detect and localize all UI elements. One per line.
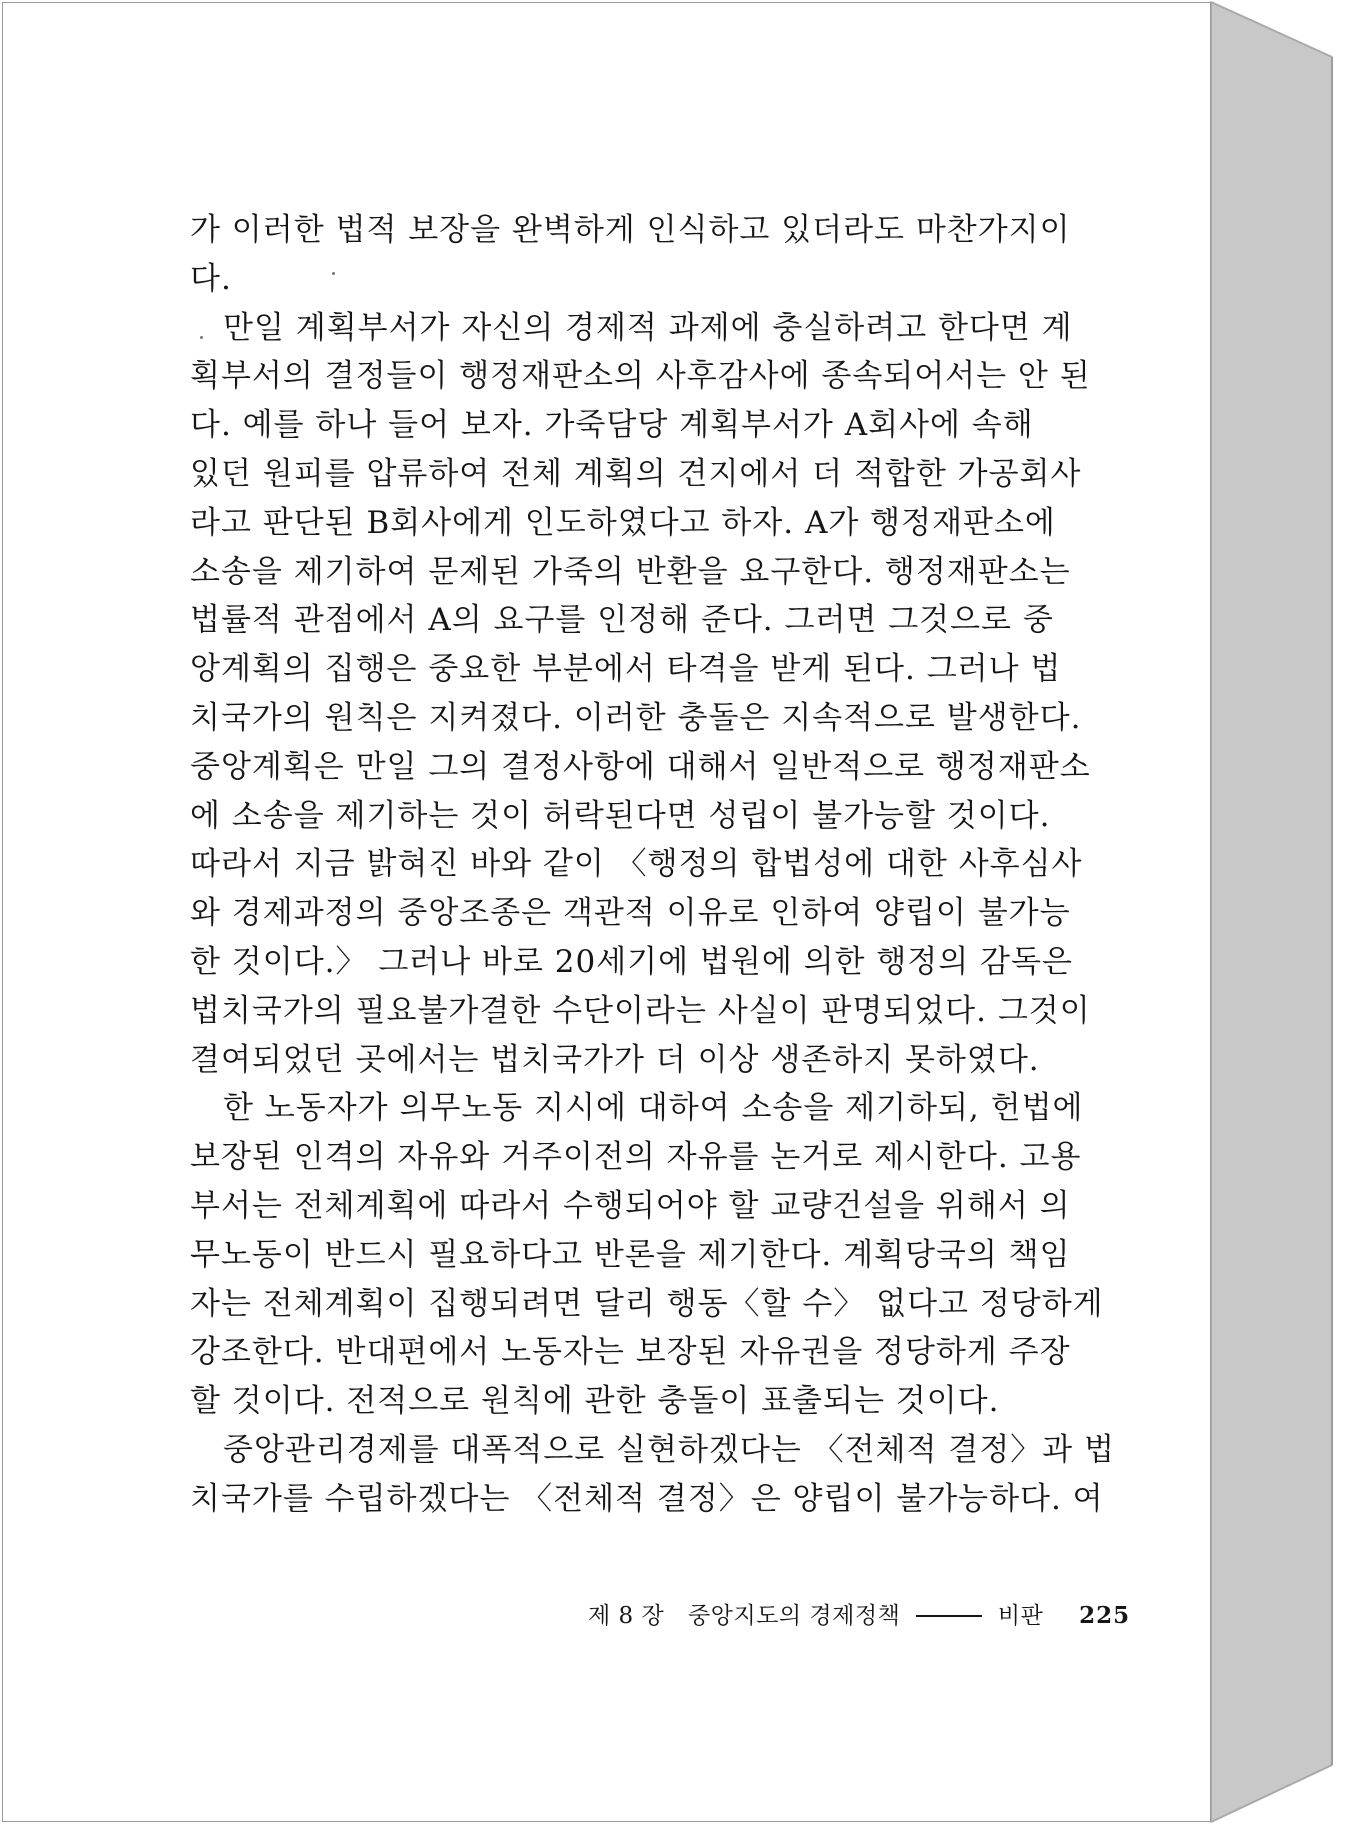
text-line: 법치국가의 필요불가결한 수단이라는 사실이 판명되었다. 그것이 bbox=[190, 992, 1091, 1029]
text-line: 중앙계획은 만일 그의 결정사항에 대해서 일반적으로 행정재판소 bbox=[190, 748, 1091, 785]
text-line: 획부서의 결정들이 행정재판소의 사후감사에 종속되어서는 안 된 bbox=[190, 358, 1091, 395]
text-line: 중앙관리경제를 대폭적으로 실현하겠다는 〈전체적 결정〉과 법 bbox=[223, 1431, 1115, 1468]
text-line: 가 이러한 법적 보장을 완벽하게 인식하고 있더라도 마찬가지이 bbox=[190, 212, 1071, 248]
text-line: 할 것이다. 전적으로 원칙에 관한 충돌이 표출되는 것이다. bbox=[190, 1383, 1000, 1420]
text-line: 부서는 전체계획에 따라서 수행되어야 할 교량건설을 위해서 의 bbox=[190, 1187, 1071, 1224]
text-line: 만일 계획부서가 자신의 경제적 과제에 충실하려고 한다면 계 bbox=[223, 309, 1073, 346]
text-line: 라고 판단된 B회사에게 인도하였다고 하자. A가 행정재판소에 bbox=[190, 504, 1056, 541]
text-line: 와 경제과정의 중앙조종은 객관적 이유로 인하여 양립이 불가능 bbox=[190, 895, 1071, 932]
text-line: 다. bbox=[190, 260, 232, 297]
text-line: 다. 예를 하나 들어 보자. 가죽담당 계획부서가 A회사에 속해 bbox=[190, 407, 1034, 444]
running-footer bbox=[588, 1596, 1131, 1636]
text-line: 치국가의 원칙은 지켜졌다. 이러한 충돌은 지속적으로 발생한다. bbox=[190, 699, 1082, 736]
body-text bbox=[190, 206, 1115, 1524]
text-line: 에 소송을 제기하는 것이 허락된다면 성립이 불가능할 것이다. bbox=[190, 797, 1051, 834]
text-line: 결여되었던 곳에서는 법치국가가 더 이상 생존하지 못하였다. bbox=[190, 1041, 1040, 1078]
text-line: 자는 전체계획이 집행되려면 달리 행동〈할 수〉 없다고 정당하게 bbox=[190, 1285, 1104, 1322]
text-line: 법률적 관점에서 A의 요구를 인정해 준다. 그러면 그것으로 중 bbox=[190, 602, 1054, 639]
text-line: 따라서 지금 밝혀진 바와 같이 〈행정의 합법성에 대한 사후심사 bbox=[190, 846, 1083, 883]
text-line: 소송을 제기하여 문제된 가죽의 반환을 요구한다. 행정재판소는 bbox=[190, 553, 1071, 590]
text-line: 치국가를 수립하겠다는 〈전체적 결정〉은 양립이 불가능하다. 여 bbox=[190, 1480, 1104, 1517]
text-line: 무노동이 반드시 필요하다고 반론을 제기한다. 계획당국의 책임 bbox=[190, 1236, 1071, 1273]
text-line: 강조한다. 반대편에서 노동자는 보장된 자유권을 정당하게 주장 bbox=[190, 1334, 1071, 1371]
section-label: 비판 bbox=[997, 1603, 1044, 1629]
chapter-title: 중앙지도의 경제정책 bbox=[688, 1603, 901, 1629]
text-line: 앙계획의 집행은 중요한 부분에서 타격을 받게 된다. 그러나 법 bbox=[190, 651, 1062, 688]
text-line: 있던 원피를 압류하여 전체 계획의 견지에서 더 적합한 가공회사 bbox=[190, 455, 1082, 492]
text-line: 한 노동자가 의무노동 지시에 대하여 소송을 제기하되, 헌법에 bbox=[223, 1090, 1084, 1127]
em-dash-rule bbox=[916, 1615, 982, 1617]
chapter-label: 제 8 장 bbox=[588, 1603, 665, 1629]
page-number: 225 bbox=[1079, 1602, 1131, 1629]
text-line: 보장된 인격의 자유와 거주이전의 자유를 논거로 제시한다. 고용 bbox=[190, 1139, 1082, 1176]
text-line: 한 것이다.〉 그러나 바로 20세기에 법원에 의한 행정의 감독은 bbox=[190, 943, 1073, 980]
book-edge-shadow bbox=[1200, 0, 1368, 1824]
